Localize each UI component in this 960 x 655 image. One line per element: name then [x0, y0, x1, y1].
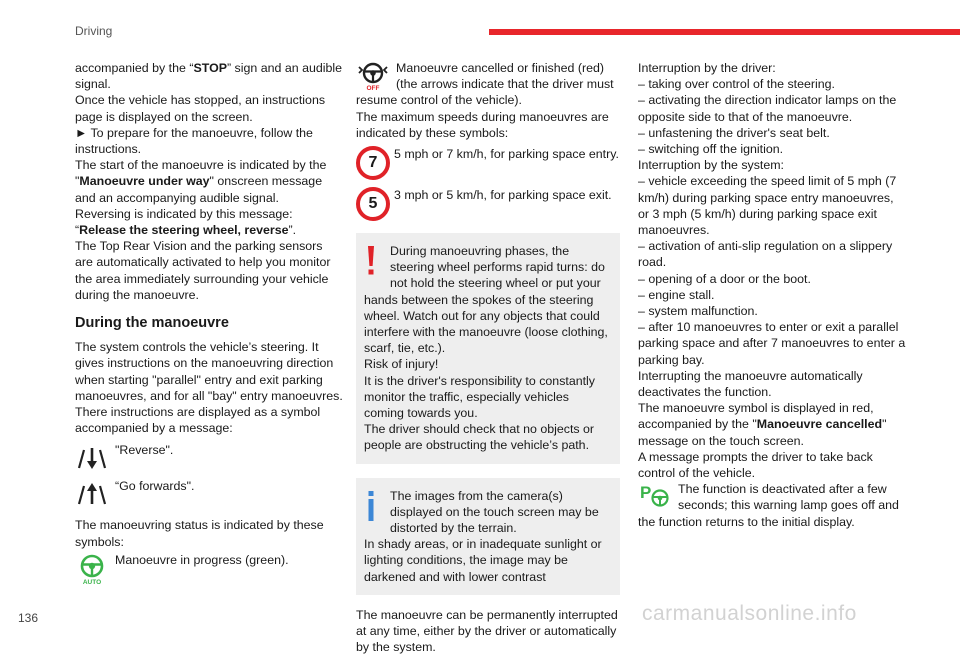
forward-arrows-icon [75, 478, 109, 508]
warning-box [356, 233, 620, 464]
manoeuvre-cancelled [356, 60, 620, 109]
paragraph-instructions-page: Once the vehicle has stopped, an instructions page is displayed on the screen. [75, 93, 326, 124]
paragraph-system-controls: The system controls the vehicle’s steering. It gives instructions on the manoeuvring direction when starting "parallel" entry and exit parking manoeuvres, and for all "bay" entry manoeuvres. [75, 340, 343, 403]
paragraph-manoeuvre-start: The start of the manoeuvre is indicated by the "Manoeuvre under way" onscreen message and an accompanying audible signal. [75, 158, 327, 205]
in-progress-label: Manoeuvre in progress (green). [115, 552, 289, 567]
info-icon [364, 490, 378, 522]
paragraph-status-symbols: The manoeuvring status is indicated by these symbols: [75, 518, 324, 549]
parking-steering-lamp-icon [638, 481, 672, 509]
column-2 [356, 60, 620, 655]
paragraph-interruption: The manoeuvre can be permanently interrupted at any time, either by the driver or automatically by the system. [356, 607, 618, 655]
paragraph-stop-sign: accompanied by the “STOP” sign and an audible signal. [75, 61, 343, 92]
warning-paragraph-4: The driver should check that no objects or people are obstructing the vehicle’s path. [364, 422, 595, 453]
paragraph-prepare: ► To prepare for the manoeuvre, follow the instructions. [75, 125, 313, 157]
info-paragraph-2: In shady areas, or in inadequate sunlight or lighting conditions, the image may be darkened and with lower contrast [364, 537, 602, 584]
steering-wheel-red-icon [356, 60, 390, 92]
column-1 [75, 60, 343, 586]
system-item: – vehicle exceeding the speed limit of 5 mph (7 km/h) during parking space entry manoeuvres, or 3 mph (5 km/h) during parking space exit manoeuvres. [638, 174, 897, 238]
steering-wheel-green-icon [75, 552, 109, 586]
driver-item: – switching off the ignition. [638, 142, 784, 157]
paragraph-rear-vision: The Top Rear Vision and the parking sensors are automatically activated to help you monitor the area immediately surrounding your vehicle during the manoeuvre. [75, 239, 331, 302]
speed-entry [356, 146, 620, 180]
reverse-instruction [75, 442, 343, 472]
driver-item: – unfastening the driver's seat belt. [638, 125, 830, 140]
page-number: 136 [18, 611, 39, 625]
system-interruption-heading: Interruption by the system: [638, 158, 785, 173]
paragraph-take-back-control: A message prompts the driver to take back control of the vehicle. [638, 449, 873, 481]
system-item: – system malfunction. [638, 304, 758, 319]
paragraph-symbol-red: The manoeuvre symbol is displayed in red, accompanied by the "Manoeuvre cancelled" message on the touch screen. [638, 401, 887, 448]
header-section-title: Driving [75, 24, 113, 38]
svg-text:OFF: OFF [366, 85, 380, 92]
speed-exit-label: 3 mph or 5 km/h, for parking space exit. [394, 188, 612, 203]
driver-item: – taking over control of the steering. [638, 77, 835, 92]
system-item: – activation of anti-slip regulation on a slippery road. [638, 239, 893, 270]
watermark: carmanualsonline.info [642, 602, 857, 625]
info-paragraph-1: The images from the camera(s) displayed on the touch screen may be distorted by the terrain. [390, 488, 599, 536]
driver-item: – activating the direction indicator lamps on the opposite side to that of the manoeuvre. [638, 93, 897, 124]
heading-during-manoeuvre: During the manoeuvre [75, 315, 229, 332]
lamp-note-text: The function is deactivated after a few seconds; this warning lamp goes off and the function returns to the initial display. [638, 482, 899, 529]
manoeuvre-in-progress [75, 552, 343, 586]
speed-entry-label: 5 mph or 7 km/h, for parking space entry. [394, 147, 619, 162]
forward-instruction [75, 478, 343, 508]
exclamation-icon [364, 245, 378, 277]
system-item: – opening of a door or the boot. [638, 271, 811, 286]
driver-interruption-heading: Interruption by the driver: [638, 61, 776, 75]
reverse-arrows-icon [75, 442, 109, 472]
paragraph-reversing: Reversing is indicated by this message: [75, 206, 293, 221]
paragraph-deactivates: Interrupting the manoeuvre automatically deactivates the function. [638, 368, 863, 400]
speed-exit [356, 187, 620, 221]
warning-paragraph-1: During manoeuvring phases, the steering wheel performs rapid turns: do not hold the steering wheel or put your hands between the spokes of the steering wheel. Watch out for any objects that could interfere with the manoeuvre (loose clothing, scarf, tie, etc.). [364, 244, 608, 356]
warning-lamp-note [638, 481, 906, 530]
system-item: – after 10 manoeuvres to enter or exit a parallel parking space and after 7 manoeuvres to enter a parking bay. [638, 320, 906, 367]
speed-limit-5-icon: 5 [356, 187, 390, 221]
svg-text:AUTO: AUTO [82, 578, 102, 586]
speed-limit-7-icon: 7 [356, 146, 390, 180]
info-box [356, 478, 620, 595]
reverse-label: "Reverse". [115, 443, 174, 458]
forward-label: “Go forwards". [115, 479, 195, 494]
column-3 [638, 60, 906, 530]
warning-paragraph-2: Risk of injury! [364, 357, 439, 372]
paragraph-instructions-symbol: There instructions are displayed as a symbol accompanied by a message: [75, 405, 321, 436]
header-accent-bar [489, 29, 960, 35]
warning-paragraph-3: It is the driver's responsibility to constantly monitor the traffic, especially vehicles coming towards you. [364, 373, 595, 421]
paragraph-release-wheel: “Release the steering wheel, reverse”. [75, 223, 297, 238]
paragraph-max-speeds: The maximum speeds during manoeuvres are indicated by these symbols: [356, 109, 609, 140]
svg-text:P: P [640, 483, 652, 503]
cancelled-label: Manoeuvre cancelled or finished (red) (the arrows indicate that the driver must resume control of the vehicle). [356, 61, 614, 108]
system-item: – engine stall. [638, 287, 715, 302]
